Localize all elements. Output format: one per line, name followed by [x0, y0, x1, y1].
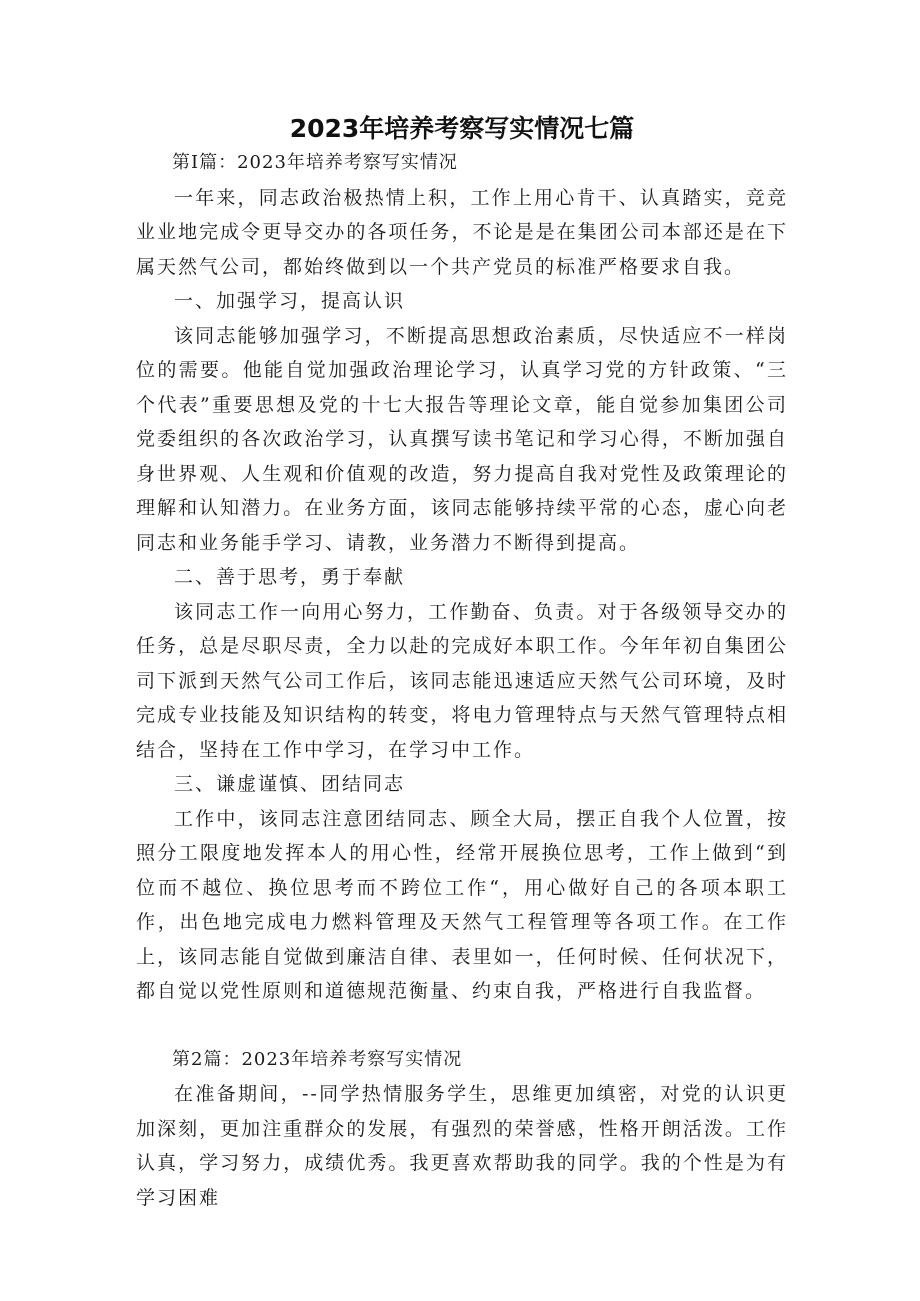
part1-heading: 第I篇：2023年培养考察写实情况	[172, 152, 458, 173]
part-separator	[136, 1009, 788, 1043]
section1-heading: 一、加强学习，提高认识	[174, 290, 406, 312]
section3-heading: 三、谦虚谨慎、团结同志	[174, 773, 406, 795]
document-content	[136, 112, 788, 1215]
section1-paragraph: 该同志能够加强学习，不断提高思想政治素质，尽快适应不一样岗位的需要。他能自觉加强政治理论学习，认真学习党的方针政策、“三个代表”重要思想及党的十七大报告等理论文章，能自觉参加集团公司党委组织的各次政治学习，认真撰写读书笔记和学习心得，不断加强自身世界观、人生观和价值观的改造，努力提高自我对党性及政策理论的理解和认知潜力。在业务方面，该同志能够持续平常的心态，虚心向老同志和业务能手学习、请教，业务潜力不断得到提高。	[136, 324, 788, 554]
section3-paragraph: 工作中，该同志注意团结同志、顾全大局，摆正自我个人位置，按照分工限度地发挥本人的用心性，经常开展换位思考，工作上做到“到位而不越位、换位思考而不跨位工作“，用心做好自己的各项本职工作，出色地完成电力燃料管理及天然气工程管理等各项工作。在工作上，该同志能自觉做到廉洁自律、表里如一，任何时候、任何状况下，都自觉以党性原则和道德规范衡量、约束自我，严格进行自我监督。	[136, 807, 788, 1002]
document-title: 2023年培养考察写实情况七篇	[289, 114, 635, 143]
part2-heading: 第2篇：2023年培养考察写实情况	[172, 1048, 463, 1070]
section2-heading: 二、善于思考，勇于奉献	[174, 566, 406, 588]
part1-intro-paragraph: 一年来，同志政治极热情上积，工作上用心肯干、认真踏实，竞竞业业地完成令更导交办的各项任务，不论是是在集团公司本部还是在下属天然气公司，都始终做到以一个共产党员的标准严格要求自我。	[136, 186, 788, 278]
part2-paragraph: 在准备期间，--同学热情服务学生，思维更加缜密，对党的认识更加深刻，更加注重群众的发展，有强烈的荣誉感，性格开朗活泼。工作认真，学习努力，成绩优秀。我更喜欢帮助我的同学。我的个性是为有学习困难	[136, 1083, 788, 1209]
section2-paragraph: 该同志工作一向用心努力，工作勤奋、负责。对于各级领导交办的任务，总是尽职尽责，全力以赴的完成好本职工作。今年年初自集团公司下派到天然气公司工作后，该同志能迅速适应天然气公司环境，及时完成专业技能及知识结构的转变，将电力管理特点与天然气管理特点相结合，坚持在工作中学习，在学习中工作。	[136, 600, 788, 761]
